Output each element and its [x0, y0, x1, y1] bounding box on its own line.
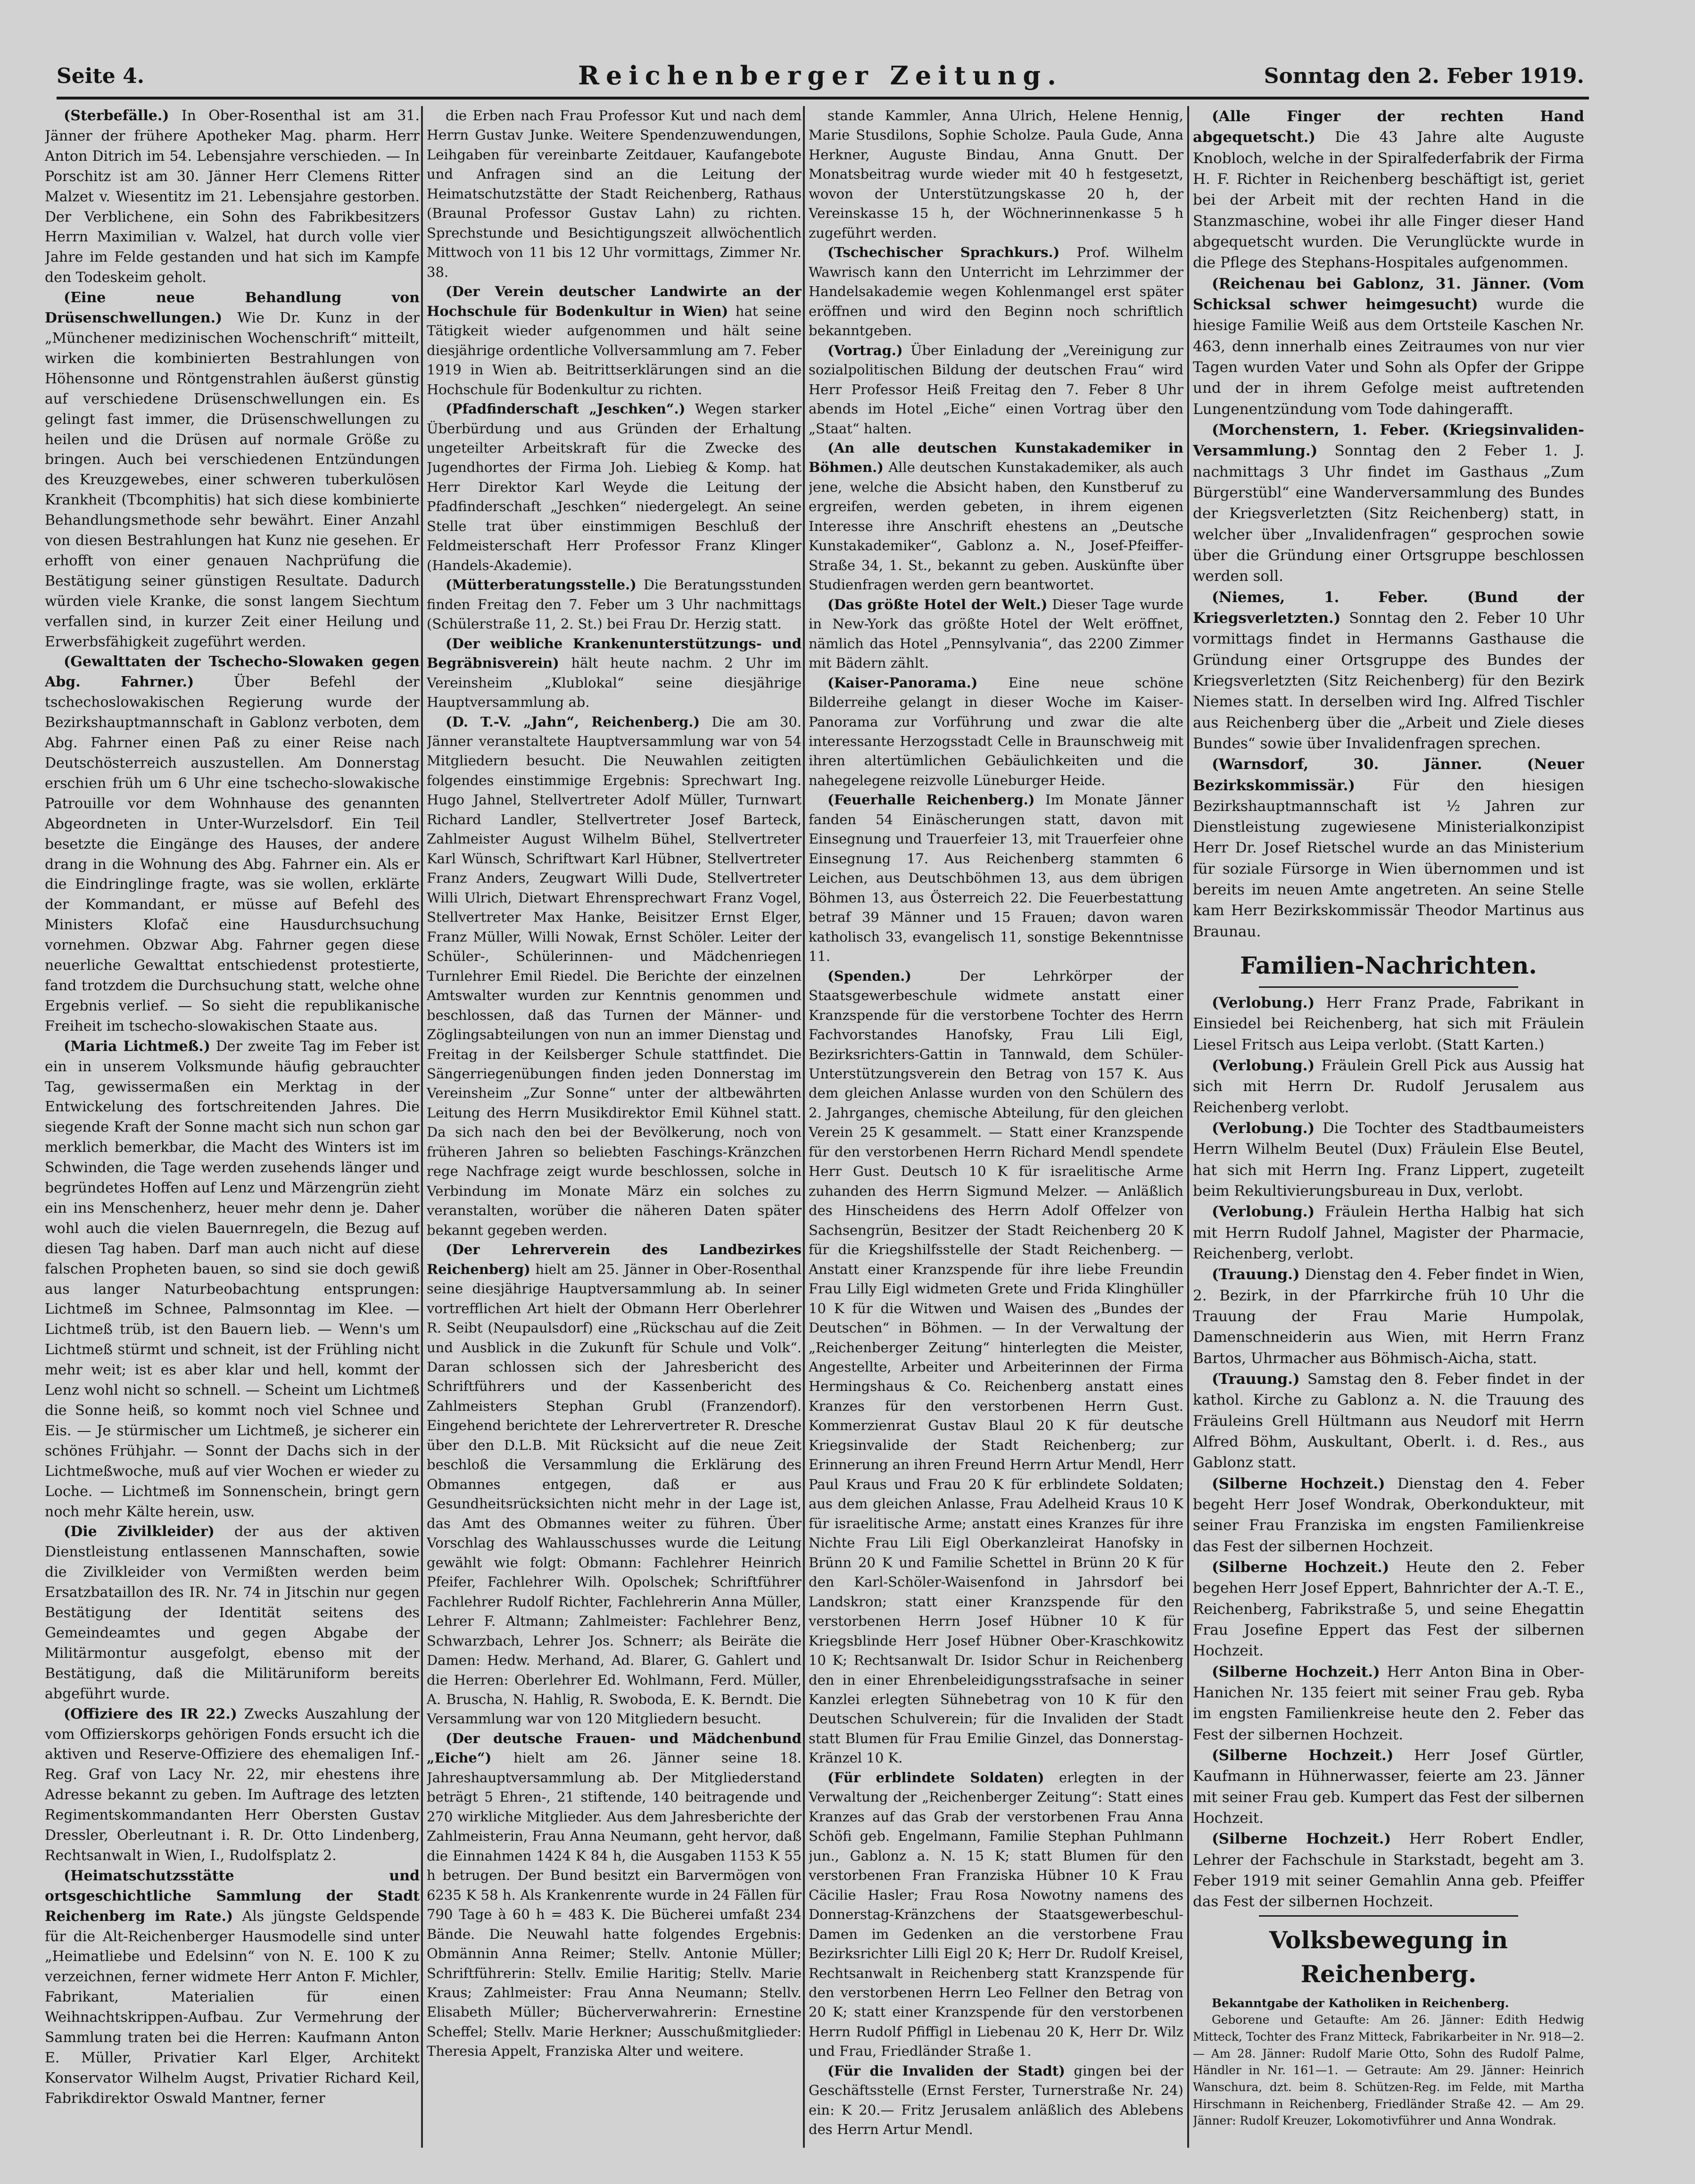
article-paragraph [1193, 1745, 1584, 1828]
section-title: Volksbewegung in Reichenberg. [1269, 1926, 1508, 1988]
article-heading: (Verlobung.) [1212, 1203, 1315, 1221]
article-text: Herr Anton Bina in Ober-Hanichen Nr. 135 feiert mit seiner Frau geb. Ryba im engsten Familienkreise heute den 2. Feber das Fest der silbernen Hochzeit. [1193, 1663, 1584, 1743]
article-text: Der Lehrkörper der Staatsgewerbeschule widmete anstatt einer Kranzspende für die verstorbene Tochter des Herrn Fachvorstandes Hanofsky, Frau Lili Eigl, Bezirksrichters-Gattin in Tannwald, dem Schüler-Unterstützungsverein den Betrag von 157 K. Aus dem gleichen Anlasse wurden von den Schülern des 2. Jahrganges, chemische Abteilung, für den gleichen Verein 25 K gesammelt. — Statt einer Kranzspende für den verstorbenen Herrn Richard Mendl spendete Herr Gust. Deutsch 10 K für israelitische Arme zuhanden des Herrn Sigmund Melzer. — Anläßlich des Hinscheidens des Herrn Adolf Offelzer von Sachsengrün, Besitzer der Stadt Reichenberg 20 K für die Kriegshilfsstelle der Stadt Reichenberg. — Anstatt einer Kranzspende für ihre liebe Freundin Frau Lilly Eigl widmeten Grete und Frida Klinghüller 10 K für die Witwen und Waisen des „Bundes der Deutschen“ in Böhmen. — In der Verwaltung der „Reichenberger Zeitung“ hinterlegten die Meister, Angestellte, Arbeiter und Arbeiterinnen der Firma Hermingshaus & Co. Reichenberg anstatt eines Kranzes für den verstorbenen Herrn Gust. Kommerzienrat Gustav Blaul 20 K für deutsche Kriegsinvalide der Stadt Reichenberg; zur Erinnerung an ihren Freund Herrn Artur Mendl, Herr Paul Kraus und Frau 20 K für erblindete Soldaten; aus dem gleichen Anlasse, Frau Adelheid Kraus 10 K für israelitische Arme; anstatt eines Kranzes für ihre Nichte Frau Lili Eigl Oberkanzleirat Hanofsky in Brünn 20 K und Familie Schettel in Brünn 20 K für den Karl-Schöler-Waisenfond in Jahrsdorf bei Landskron; statt einer Kranzspende für den verstorbenen Herrn Josef Hübner 10 K für Kriegsblinde Herr Josef Hübner Ober-Kraschkowitz 10 K; Rechtsanwalt Dr. Isidor Schur in Reichenberg den in einer Ehrenbeleidigungsstrafsache in seiner Kanzlei erlegten Sühnebetrag von 10 K für den Deutschen Schulverein; für die Invaliden der Stadt statt Blumen für Frau Emilie Ginzel, das Donnerstag-Kränzel 10 K. [809, 968, 1183, 1766]
article-paragraph [45, 1866, 420, 2109]
article-text: die Erben nach Frau Professor Kut und nach dem Herrn Gustav Junke. Weitere Spendenzuwendungen, Leihgaben für vereinbarte Zeitdauer, Kaufangebote und Anfragen sind an die Leitung der Heimatschutzstätte der Stadt Reichenberg, Rathaus (Braunal Professor Gustav Lahn) zu richten. Sprechstunde und Besichtigungszeit allwöchentlich Mittwoch von 11 bis 12 Uhr vormittags, Zimmer Nr. 38. [427, 108, 802, 280]
article-heading: (Maria Lichtmeß.) [64, 1038, 210, 1055]
article-text: Herr Robert Endler, Lehrer der Fachschule in Starkstadt, begeht am 3. Feber 1919 mit seiner Gemahlin Anna geb. Pfeiffer das Fest der silbernen Hochzeit. [1193, 1830, 1584, 1911]
article-text: Alle deutschen Kunstakademiker, als auch jene, welche die Absicht haben, den Kunstberuf zu ergreifen, werden gebeten, in ihrem eigenen Interesse ihre Anschrift ehestens an „Deutsche Kunstakademiker“, Gablonz a. N., Josef-Pfeiffer-Straße 34, 1. St., bekannt zu geben. Auskünfte über Studienfragen werden gern beantwortet. [809, 459, 1183, 593]
article-text: Dieser Tage wurde in New-York das größte Hotel der Welt eröffnet, nämlich das Hotel „Pennsylvania“, das 2200 Zimmer mit Bädern zählt. [809, 596, 1183, 671]
article-paragraph [809, 341, 1183, 438]
article-heading: (Der Verein deutscher Landwirte an der Hochschule für Bodenkultur in Wien) [427, 283, 802, 319]
article-text: Eine neue schöne Bilderreihe gelangt in dieser Woche im Kaiser-Panorama zur Vorführung und zwar die alte interessante Herzogsstadt Celle in Braunschweig mit ihren altertümlichen Gebäulichkeiten und die nahegelegene reizvolle Lüneburger Heide. [809, 674, 1183, 788]
article-text: Über Befehl der tschechoslowakischen Regierung wurde der Bezirkshauptmannschaft in Gablonz verboten, dem Abg. Fahrner einen Paß zu einer Reise nach Deutschösterreich auszustellen. Am Donnerstag erschien früh um 6 Uhr eine tschecho-slowakische Patrouille vor dem Wohnhause des genannten Abgeordneten in Unter-Wurzelsdorf. Ein Teil besetzte die Eingänge des Hauses, der andere drang in die Wohnung des Abg. Fahrner ein. Als er die Eindringlinge fragte, was sie wollen, erklärte der Kommandant, er müsse auf Befehl des Ministers Klofač eine Hausdurchsuchung vornehmen. Obzwar Abg. Fahrner gegen diese neuerliche Gewalttat entschiedenst protestierte, fand trotzdem die Durchsuchung statt, welche ohne Ergebnis verlief. — So sieht die republikanische Freiheit im tschecho-slowakischen Staate aus. [45, 674, 420, 1034]
article-heading: (Trauung.) [1212, 1371, 1300, 1388]
article-heading: (Eine neue Behandlung von Drüsenschwellungen.) [45, 290, 420, 327]
article-paragraph [45, 652, 420, 1036]
article-paragraph [45, 288, 420, 652]
article-heading: (Verlobung.) [1212, 994, 1315, 1012]
article-heading: (Silberne Hochzeit.) [1212, 1746, 1394, 1764]
article-heading: (Für die Invaliden der Stadt) [827, 2062, 1066, 2079]
vital-statistics-text: Geborene und Getaufte: Am 26. Jänner: Edith Hedwig Mitteck, Tochter des Franz Mitteck, Fabrikarbeiter in Nr. 918—2. — Am 28. Jänner: Rudolf Marie Otto, Sohn des Rudolf Palme, Händler in Nr. 161—1. — Getraute: Am 29. Jänner: Heinrich Wanschura, dzt. beim 8. Schützen-Reg. im Felde, mit Martha Hirschmann in Reichenberg, Friedländer Straße 42. — Am 29. Jänner: Rudolf Kreuzer, Lokomotivführer und Anna Wondrak. [1193, 2013, 1584, 2128]
article-heading: (Der weibliche Krankenunterstützungs- und Begräbnisverein) [427, 635, 802, 671]
article-text: der aus der aktiven Dienstleistung entlassenen Mannschaften, sowie die Zivilkleider von Vermißten werden beim Ersatzbataillon des IR. Nr. 74 in Jitschin nur gegen Bestätigung der Identität seitens des Gemeindeamtes und gegen Abgabe der Militärmontur ausgefolgt, ebenso mit der Bestätigung, daß die Militäruniform bereits abgeführt wurde. [45, 1523, 420, 1702]
page-header [57, 56, 1584, 98]
column-3 [809, 106, 1183, 2148]
article-paragraph [1193, 993, 1584, 1055]
article-heading: (Trauung.) [1212, 1266, 1300, 1283]
header-rule [57, 97, 1589, 99]
article-paragraph [427, 575, 802, 634]
article-text: In Ober-Rosenthal ist am 31. Jänner der frühere Apotheker Mag. pharm. Herr Anton Ditrich im 54. Lebensjahre verschieden. — In Porschitz ist am 30. Jänner Herr Clemens Ritter Malzet v. Wiesentitz im 21. Lebensjahre gestorben. Der Verblichene, ein Sohn des Fabrikbesitzers Herrn Maximilian v. Walzel, hat durch volle vier Jahre im Felde gestanden und hat sich im Kampfe den Todeskeim geholt. [45, 108, 420, 286]
article-paragraph [427, 634, 802, 712]
article-heading: (Verlobung.) [1212, 1057, 1315, 1075]
article-text: hielt am 25. Jänner in Ober-Rosenthal seine diesjährige Hauptversammlung ab. In seiner vortrefflichen Art hielt der Obmann Herr Oberlehrer R. Seibt (Neupaulsdorf) eine „Rückschau auf die Zeit und Ausblick in die Zukunft für Schule und Volk“. Daran schlossen sich der Jahresbericht des Schriftführers und der Kassenbericht des Zahlmeisters Stephan Grubl (Franzendorf). Eingehend berichtete der Lehrervertreter R. Dresche über den D.L.B. Mit Rücksicht auf die neue Zeit beschloß die Versammlung die Erklärung des Obmannes entgegen, daß er aus Gesundheitsrücksichten nicht mehr in der Lage ist, das Amt des Obmannes weiter zu führen. Über Vorschlag des Wahlausschusses wurde die Leitung gewählt wie folgt: Obmann: Fachlehrer Heinrich Pfeifer, Fachlehrer Wilh. Opolschek; Schriftführer Fachlehrer Rudolf Richter, Fachlehrerin Anna Müller, Lehrer F. Altmann; Zahlmeister: Fachlehrer Benz, Schwarzbach, Lehrer Jos. Schnerr; als Beiräte die Damen: Hedw. Merhand, Ad. Blarer, G. Gahlert und die Herren: Oberlehrer Ed. Wohlmann, Ferd. Müller, A. Bruscha, N. Hahlig, R. Swoboda, E. K. Berndt. Die Versammlung war von 120 Mitgliedern besucht. [427, 1261, 802, 1727]
article-paragraph [1193, 1473, 1584, 1557]
article-text: Fräulein Hertha Halbig hat sich mit Herrn Rudolf Jahnel, Magister der Pharmacie, Reichenberg, verlobt. [1193, 1203, 1584, 1263]
article-paragraph [427, 712, 802, 1241]
article-paragraph [1193, 1828, 1584, 1912]
article-paragraph [1193, 420, 1584, 587]
section-rule [1259, 986, 1518, 988]
article-text: Heute den 2. Feber begehen Herr Josef Eppert, Bahnrichter der A.-T. E., Reichenberg, Fabrikstraße 5, und seine Ehegattin Frau Josefine Eppert das Fest der silbernen Hochzeit. [1193, 1558, 1584, 1660]
article-text: Wie Dr. Kunz in der „Münchener medizinischen Wochenschrift“ mitteilt, wirken die kombinierten Bestrahlungen von Höhensonne und Röntgenstrahlen äußerst günstig auf verschiedene Drüsenschwellungen ein. Es gelingt fast immer, die Drüsenschwellungen zu heilen und die Drüsen auf normale Größe zu bringen. Auch bei verschiedenen Entzündungen des Kreuzgewebes, einer schweren tuberkulösen Krankheit (Tbcomphitis) hat sich diese kombinierte Behandlungsmethode sehr bewährt. Einer Anzahl von diesen Bestrahlungen hat Kunz nie gesehen. Er erhofft von einer genauen Nachprüfung die Bestätigung seiner günstigen Resultate. Dadurch würden viele Kranke, die sonst langem Siechtum verfallen sind, in kurzer Zeit einer Heilung und Erwerbsfähigkeit zugeführt werden. [45, 310, 420, 650]
article-paragraph [809, 595, 1183, 673]
section-rule [1259, 1915, 1518, 1917]
article-paragraph [427, 282, 802, 399]
page-label: Seite 4. [57, 64, 145, 88]
article-paragraph [1193, 1055, 1584, 1118]
article-heading: (Reichenau bei Gablonz, 31. Jänner. (Vom Schicksal schwer heimgesucht) [1193, 275, 1584, 313]
article-heading: (Mütterberatungsstelle.) [446, 577, 637, 593]
article-heading: (Silberne Hochzeit.) [1212, 1558, 1389, 1576]
column-1 [45, 106, 420, 2148]
article-heading: (Morchenstern, 1. Feber. (Kriegsinvaliden-Versammlung.) [1193, 421, 1584, 460]
article-text: Prof. Wilhelm Wawrisch kann den Unterricht im Lehrzimmer der Handelsakademie wegen Kohlenmangel erst später eröffnen und wird den Beginn noch schriftlich bekanntgeben. [809, 244, 1183, 339]
article-heading: (Silberne Hochzeit.) [1212, 1830, 1391, 1848]
section-title: Familien-Nachrichten. [1240, 951, 1537, 980]
article-heading: (Pfadfinderschaft „Jeschken“.) [446, 401, 686, 417]
article-text: Sonntag den 2. Feber 10 Uhr vormittags findet in Hermanns Gasthause die Gründung einer Ortsgruppe des Bundes der Kriegsverletzten (Sitz Reichenberg) für den Bezirk Niemes statt. In derselben wird Ing. Alfred Tischler aus Reichenberg über die „Arbeit und Ziele dieses Bundes“ sowie über Invalidenfragen sprechen. [1193, 609, 1584, 752]
article-text: hält heute nachm. 2 Uhr im Vereinsheim „Klublokal“ seine diesjährige Hauptversammlung ab. [427, 655, 802, 711]
article-paragraph [1193, 1557, 1584, 1662]
article-heading: (Heimatschutzsstätte und ortsgeschichtliche Sammlung der Stadt Reichenberg im Rate.) [45, 1867, 420, 1925]
article-text: Als jüngste Geldspende für die Alt-Reichenberger Hausmodelle sind unter „Heimatliebe und Edelsinn“ von N. E. 100 K zu verzeichnen, ferner widmete Herr Anton F. Michler, Fabrikant, Materialien für einen Weihnachtskrippen-Aufbau. Zur Vermehrung der Sammlung traten bei die Herren: Kaufmann Anton E. Müller, Privatier Karl Elger, Architekt Konservator Wilhelm Augst, Privatier Richard Keil, Fabrikdirektor Oswald Mantner, ferner [45, 1908, 420, 2107]
article-heading: (Alle Finger der rechten Hand abgequetscht.) [1193, 108, 1584, 146]
article-heading: (Die Zivilkleider) [64, 1523, 215, 1540]
section-subtitle: Bekanntgabe der Katholiken in Reichenberg. [1212, 1996, 1509, 2010]
article-text: Fräulein Grell Pick aus Aussig hat sich mit Herrn Dr. Rudolf Jerusalem aus Reichenberg verlobt. [1193, 1057, 1584, 1116]
article-paragraph [45, 1037, 420, 1522]
article-text: Samstag den 8. Feber findet in der kathol. Kirche zu Gablonz a. N. die Trauung des Fräuleins Grell Hültmann aus Neudorf mit Herrn Alfred Böhm, Auskultant, Oberlt. i. d. Res., aus Gablonz statt. [1193, 1371, 1584, 1472]
article-text: Sonntag den 2 Feber 1. J. nachmittags 3 Uhr findet im Gasthaus „Zum Bürgerstübl“ eine Wanderversammlung des Bundes der Kriegsverletzten (Sitz Reichenberg) statt, in welcher über „Invalidenfragen“ gesprochen sowie über die Gründung einer Ortsgruppe beschlossen werden soll. [1193, 442, 1584, 585]
article-heading: (Für erblindete Soldaten) [827, 1769, 1044, 1786]
article-paragraph [427, 106, 802, 282]
article-text: Die Beratungsstunden finden Freitag den 7. Feber um 3 Uhr nachmittags (Schülerstraße 11, 2. St.) bei Frau Dr. Herzig statt. [427, 577, 802, 632]
column-4 [1193, 106, 1584, 2148]
article-paragraph [809, 1768, 1183, 2061]
article-heading: (Gewalttaten der Tschecho-Slowaken gegen Abg. Fahrner.) [45, 654, 420, 691]
article-paragraph [809, 2061, 1183, 2140]
article-paragraph [809, 790, 1183, 966]
column-divider [803, 106, 805, 2148]
article-text: Dienstag den 4. Feber findet in Wien, 2. Bezirk, in der Pfarrkirche früh 10 Uhr die Trauung der Frau Marie Humpolak, Damenschneiderin aus Wien, mit Herrn Franz Bartos, Uhrmacher aus Böhmisch-Aicha, statt. [1193, 1266, 1584, 1367]
article-heading: (Silberne Hochzeit.) [1212, 1663, 1380, 1680]
article-text: Zwecks Auszahlung der vom Offizierskorps gehörigen Fonds ersucht ich die aktiven und Reserve-Offiziere des ehemaligen Inf.-Reg. Graf von Lacy Nr. 22, mir ehestens ihre Adresse bekannt zu geben. Im Auftrage des letzten Regimentskommandanten Herr Obersten Gustav Dressler, Oberleutnant i. R. Dr. Otto Lindenberg, Rechtsanwalt in Wien, I., Rudolfsplatz 2. [45, 1705, 420, 1864]
article-text: Dienstag den 4. Feber begeht Herr Josef Wondrak, Oberkondukteur, mit seiner Frau Franziska im engsten Familienkreise das Fest der silbernen Hochzeit. [1193, 1475, 1584, 1555]
article-heading: (Feuerhalle Reichenberg.) [827, 792, 1035, 808]
article-paragraph [1193, 1201, 1584, 1264]
article-heading: (Warnsdorf, 30. Jänner. (Neuer Bezirkskommissär.) [1193, 756, 1584, 794]
article-paragraph [1193, 1662, 1584, 1745]
article-text: hielt am 26. Jänner seine 18. Jahreshauptversammlung ab. Der Mitgliederstand beträgt 5 Ehren-, 21 stiftende, 140 beitragende und 270 wirkliche Mitglieder. Aus dem Jahresberichte der Zahlmeisterin, Frau Anna Neumann, geht hervor, daß die Einnahmen 1424 K 84 h, die Ausgaben 1153 K 55 h betrugen. Der Bund besitzt ein Barvermögen von 6235 K 58 h. Als Krankenrente wurde in 24 Fällen für 790 Tage à 60 h = 483 K. Die Bücherei umfaßt 234 Bände. Die Neuwahl hatte folgendes Ergebnis: Obmännin Anna Reimer; Stellv. Antonie Müller; Schriftführerin: Stellv. Emilie Haritig; Stellv. Marie Kraus; Zahlmeister: Frau Anna Neumann; Stellv. Elisabeth Müller; Bücherverwahrerin: Ernestine Scheffel; Stellv. Marie Herkner; Ausschußmitglieder: Theresia Appelt, Franziska Alter und weitere. [427, 1750, 802, 2060]
article-paragraph [809, 967, 1183, 1768]
article-paragraph [1193, 754, 1584, 942]
article-paragraph [1193, 1118, 1584, 1201]
article-text: Die Tochter des Stadtbaumeisters Herrn Wilhelm Beutel (Dux) Fräulein Else Beutel, hat sich mit Herrn Ing. Franz Lippert, zugeteilt beim Rekultivierungsbureau in Dux, verlobt. [1193, 1120, 1584, 1200]
article-paragraph [427, 1240, 802, 1729]
article-text: Für den hiesigen Bezirkshauptmannschaft ist ½ Jahren zur Dienstleistung zugewiesene Ministerialkonzipist Herr Dr. Josef Rietschel wurde an das Ministerium für soziale Fürsorge in Wien übernommen und ist bereits im neuen Amte angetreten. An seine Stelle kam Herr Bezirkskommissär Theodor Martinus aus Braunau. [1193, 777, 1584, 940]
article-paragraph [45, 1704, 420, 1866]
article-heading: (Verlobung.) [1212, 1120, 1315, 1137]
article-text: Herr Josef Gürtler, Kaufmann in Hühnerwasser, feierte am 23. Jänner mit seiner Frau geb. Kumpert das Fest der silbernen Hochzeit. [1193, 1746, 1584, 1827]
article-paragraph [427, 399, 802, 575]
article-paragraph [809, 438, 1183, 595]
article-paragraph [45, 106, 420, 288]
article-text: hat seine Tätigkeit wieder aufgenommen und hält seine diesjährige ordentliche Vollversammlung am 7. Feber 1919 in Wien ab. Beitrittserklärungen sind an die Hochschule für Bodenkultur zu richten. [427, 303, 802, 397]
article-paragraph [1193, 106, 1584, 273]
column-divider [1187, 106, 1189, 2148]
article-paragraph [1193, 273, 1584, 420]
article-text: Wegen starker Überbürdung und aus Gründen der Erhaltung ungeteilter Arbeitskraft für die Zwecke des Jugendhortes der Firma Joh. Liebieg & Komp. hat Herr Direktor Karl Weyde die Leitung der Pfadfinderschaft „Jeschken“ niedergelegt. An seine Stelle trat über einstimmigen Beschluß der Feldmeisterschaft Herr Professor Franz Klinger (Handels-Akademie). [427, 401, 802, 573]
article-paragraph [809, 243, 1183, 340]
issue-date: Sonntag den 2. Feber 1919. [1264, 64, 1584, 88]
article-paragraph [809, 106, 1183, 243]
article-heading: (Niemes, 1. Feber. (Bund der Kriegsverletzten.) [1193, 588, 1584, 627]
article-heading: (Spenden.) [827, 968, 912, 984]
article-heading: (Der Lehrerverein des Landbezirkes Reichenberg) [427, 1241, 802, 1277]
article-heading: (Der deutsche Frauen- und Mädchenbund „Eiche“) [427, 1730, 802, 1766]
newspaper-title: Reichenberger Zeitung. [578, 60, 1063, 91]
article-heading: (Kaiser-Panorama.) [827, 674, 978, 691]
article-heading: (Sterbefälle.) [64, 108, 169, 124]
article-heading: (D. T.-V. „Jahn“, Reichenberg.) [446, 713, 700, 730]
article-text: stande Kammler, Anna Ulrich, Helene Hennig, Marie Stusdilons, Sophie Scholze. Paula Gude, Anna Herkner, Auguste Bindau, Anna Gnutt. Der Monatsbeitrag wurde wieder mit 40 h festgesetzt, wovon der Unterstützungskasse 20 h, der Vereinskasse 15 h, der Wöchnerinnenkasse 5 h zugeführt werden. [809, 108, 1183, 241]
article-paragraph [1193, 587, 1584, 754]
article-heading: (An alle deutschen Kunstakademiker in Böhmen.) [809, 439, 1183, 476]
article-heading: (Das größte Hotel der Welt.) [827, 596, 1048, 612]
article-text: Die 43 Jahre alte Auguste Knobloch, welche in der Spiralfederfabrik der Firma H. F. Richter in Reichenberg beschäftigt ist, geriet bei der Arbeit mit der rechten Hand in die Stanzmaschine, wobei ihr alle Finger dieser Hand abgequetscht wurden. Die Verunglückte wurde in die Pflege des Stephans-Hospitales aufgenommen. [1193, 129, 1584, 272]
article-text: Herr Franz Prade, Fabrikant in Einsiedel bei Reichenberg, hat sich mit Fräulein Liesel Fritsch aus Leipa verlobt. (Statt Karten.) [1193, 994, 1584, 1053]
article-paragraph [1193, 1264, 1584, 1369]
article-heading: (Vortrag.) [827, 342, 903, 358]
article-heading: (Silberne Hochzeit.) [1212, 1475, 1385, 1492]
article-text: wurde die hiesige Familie Weiß aus dem Ortsteile Kaschen Nr. 463, denn innerhalb eines Zeitraumes von nur vier Tagen wurden Vater und Sohn als Opfer der Grippe und der in ihrem Gefolge meist auftretenden Lungenentzündung vom Tode dahingerafft. [1193, 296, 1584, 418]
article-text: Über Einladung der „Vereinigung zur sozialpolitischen Bildung der deutschen Frau“ wird Herr Professor Heiß Freitag den 7. Feber 8 Uhr abends im Hotel „Eiche“ einen Vortrag über den „Staat“ halten. [809, 342, 1183, 437]
column-divider [421, 106, 423, 2148]
article-paragraph [427, 1729, 802, 2061]
article-heading: (Offiziere des IR 22.) [64, 1705, 237, 1722]
article-text: Im Monate Jänner fanden 54 Einäscherungen statt, davon mit Einsegnung und Trauerfeier 13, mit Trauerfeier ohne Einsegnung 17. Aus Reichenberg stammten 6 Leichen, aus Deutschböhmen 13, aus dem übrigen Böhmen 13, aus Österreich 22. Die Feuerbestattung betraf 39 Männer und 15 Frauen; davon waren katholisch 33, evangelisch 11, sonstige Bekenntnisse 11. [809, 792, 1183, 965]
article-paragraph [809, 673, 1183, 791]
article-text: gingen bei der Geschäftsstelle (Ernst Ferster, Turnerstraße Nr. 24) ein: K 20.— Fritz Jerusalem anläßlich des Ablebens des Herrn Artur Mendl. [809, 2062, 1183, 2138]
column-2 [427, 106, 802, 2148]
article-text: erlegten in der Verwaltung der „Reichenberger Zeitung“: Statt eines Kranzes auf das Grab der verstorbenen Frau Anna Schöfi geb. Engelmann, Familie Stephan Puhlmann jun., Gablonz a. N. 15 K; statt Blumen für den verstorbenen Fran Franziska Hübner 10 K Frau Cäcilie Hasler; Frau Rosa Nowotny namens des Donnerstag-Kränzchens der Staatsgewerbeschul-Damen im Gedenken an die verstorbene Frau Bezirksrichter Lilli Eigl 20 K; Herr Dr. Rudolf Kreisel, Rechtsanwalt in Reichenberg statt Kranzspende für den verstorbenen Herrn Leo Fellner den Betrag von 20 K; statt einer Kranzspende für den verstorbenen Herrn Rudolf Pfiffigl in Liebenau 20 K, Herr Dr. Wilz und Frau, Friedländer Straße 1. [809, 1769, 1183, 2060]
article-text: Die am 30. Jänner veranstaltete Hauptversammlung war von 54 Mitgliedern besucht. Die Neuwahlen zeitigten folgendes einstimmige Ergebnis: Sprechwart Ing. Hugo Jahnel, Stellvertreter Adolf Müller, Turnwart Richard Landler, Stellvertreter Josef Barteck, Zahlmeister August Wilhelm Bühel, Stellvertreter Karl Wünsch, Schriftwart Karl Hübner, Stellvertreter Franz Anders, Zeugwart Willi Dude, Stellvertreter Willi Ulrich, Dietwart Ehrensprechwart Franz Vogel, Stellvertreter Max Hanke, Beisitzer Ernst Elger, Franz Müller, Willi Nowak, Ernst Schöler. Leiter der Schüler-, Schülerinnen- und Mädchenriegen Turnlehrer Emil Riedel. Die Berichte der einzelnen Amtswalter wurden zur Kenntnis genommen und beschlossen, daß das Turnen der Männer- und Zöglingsabteilungen von nun an immer Dienstag und Freitag in der Keilsberger Schule stattfindet. Die Sängerriegenübungen finden jeden Donnerstag im Vereinsheim „Zur Sonne“ unter der altbewährten Leitung des Herrn Musikdirektor Emil Kühnel statt. Da sich nach den bei der Bevölkerung, noch von früheren Jahren so beliebten Faschings-Kränzchen rege Nachfrage zeigt wurde beschlossen, solche in Verbindung im Monate März ein solches zu veranstalten, worüber die näheren Daten später bekannt gegeben werden. [427, 713, 802, 1238]
article-paragraph [45, 1522, 420, 1704]
article-text: Der zweite Tag im Feber ist ein in unserem Volksmunde häufig gebrauchter Tag, gewissermaßen ein Merktag in der Entwickelung des fortschreitenden Jahres. Die siegende Kraft der Sonne macht sich nun schon gar merklich bemerkbar, die Macht des Winters ist im Schwinden, die Tage werden zusehends länger und begründetes Hoffen auf Lenz und Märzengrün zieht ein ins Menschenherz, heuer mehr denn je. Daher wohl auch die vielen Bauernregeln, die Bezug auf diesen Tag haben. Darf man auch nicht auf diese falschen Propheten bauen, so sind sie doch gewiß aus langer Naturbeobachtung entsprungen: Lichtmeß im Schnee, Palmsonntag im Klee. — Lichtmeß trüb, ist den Bauern lieb. — Wenn's um Lichtmeß stürmt und schneit, ist der Frühling nicht mehr weit; ist es aber klar und hell, kommt der Lenz wohl nicht so schnell. — Scheint um Lichtmeß die Sonne heiß, so kommt noch viel Schnee und Eis. — Je stürmischer um Lichtmeß, je sicherer ein schönes Frühjahr. — Sonnt der Dachs sich in der Lichtmeßwoche, muß auf vier Wochen er wieder zu Loche. — Lichtmeß im Sonnenschein, bringt gern noch mehr Kälte herein, usw. [45, 1038, 420, 1520]
article-heading: (Tschechischer Sprachkurs.) [827, 244, 1060, 261]
article-paragraph [1193, 1369, 1584, 1473]
